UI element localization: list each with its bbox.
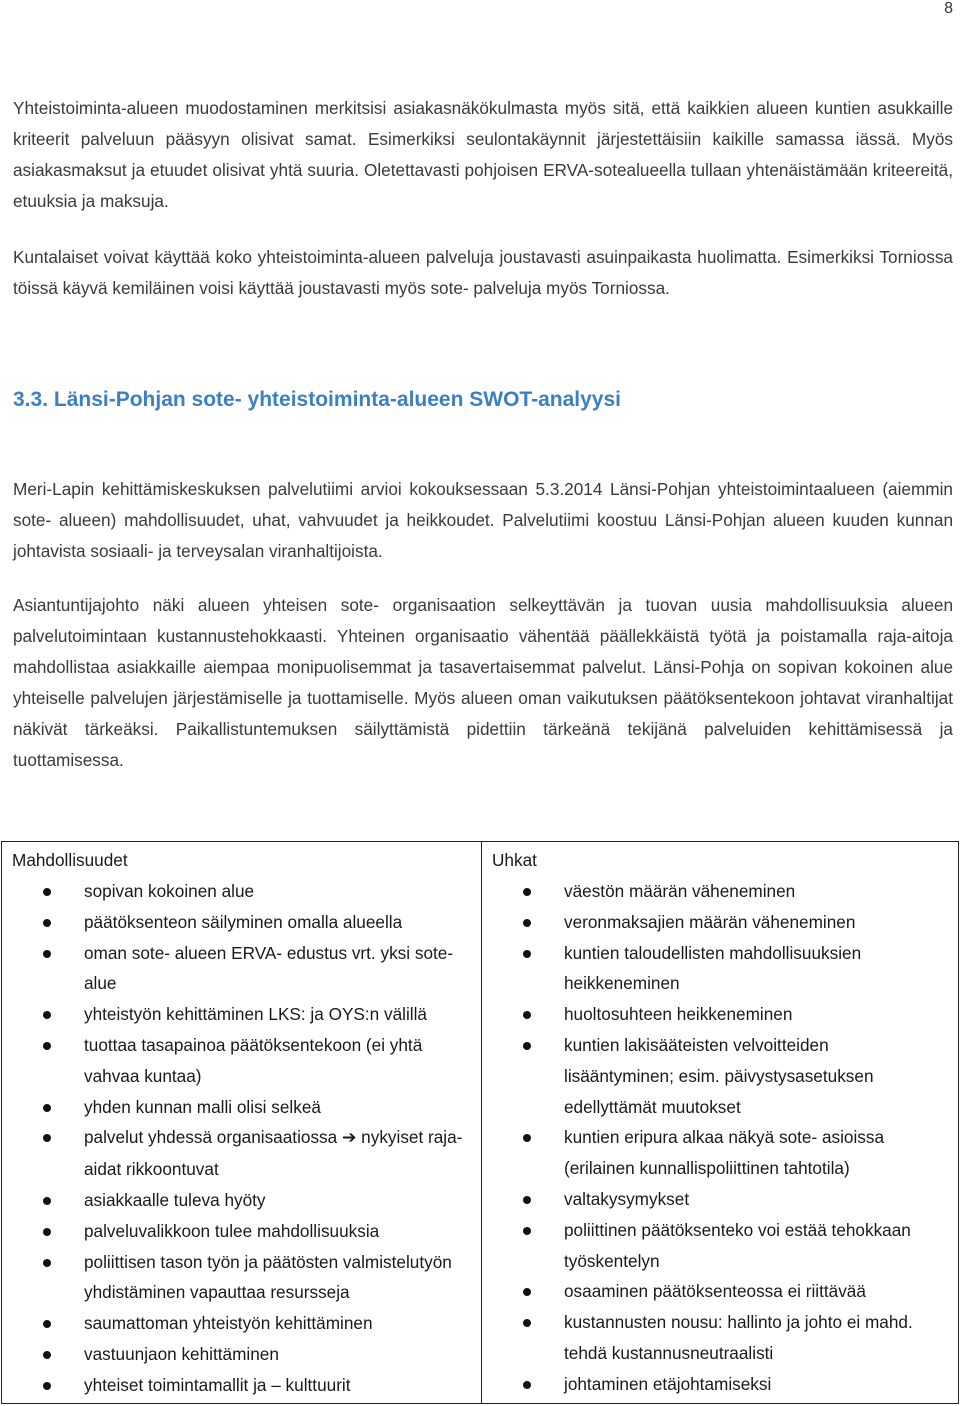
- list-item-text: vastuunjaon kehittäminen: [84, 1343, 279, 1364]
- list-item: [492, 876, 939, 907]
- bullet-icon: [43, 1042, 51, 1050]
- list-item-text: kuntien taloudellisten mahdollisuuksien heikkeneminen: [564, 942, 862, 994]
- bullet-icon: [523, 1381, 531, 1389]
- bullet-icon: [43, 919, 51, 927]
- opportunities-header: Mahdollisuudet: [12, 850, 128, 870]
- list-item: [492, 1215, 939, 1277]
- list-item: [12, 999, 464, 1030]
- list-item-text-after-arrow: nykyiset raja-aidat rikkoontuvat: [84, 1127, 463, 1180]
- section-heading: 3.3. Länsi-Pohjan sote- yhteistoiminta-alueen SWOT-analyysi: [13, 388, 621, 411]
- list-item-text-before-arrow: palvelut yhdessä organisaatiossa: [84, 1127, 342, 1148]
- bullet-icon: [523, 1011, 531, 1019]
- bullet-icon: [43, 1382, 51, 1390]
- list-item-text: valtakysymykset: [564, 1188, 690, 1209]
- list-item: [492, 1030, 939, 1122]
- paragraph-eligibility: Yhteistoiminta-alueen muodostaminen merkitsisi asiakasnäkökulmasta myös sitä, että kaikkien alueen kuntien asukkaille kriteerit palveluun pääsyyn olisivat samat. Esimerkiksi seulontakäynnit järjestettäisiin kaikille samassa iässä. Myös asiakasmaksut ja etuudet olisivat yhtä suuria. Oletettavasti pohjoisen ERVA-sotealueella tullaan yhtenäistämään kriteereitä, etuuksia ja maksuja.: [13, 98, 953, 211]
- list-item: [492, 1276, 939, 1307]
- bullet-icon: [523, 1134, 531, 1142]
- list-item-text: kuntien lakisääteisten velvoitteiden lisääntyminen; esim. päivystysasetuksen edellyttämät muutokset: [564, 1034, 874, 1117]
- bullet-icon: [43, 1351, 51, 1359]
- bullet-icon: [523, 1196, 531, 1204]
- right-arrow-icon: ➔: [341, 1128, 357, 1149]
- opportunities-column: [2, 842, 482, 1403]
- bullet-icon: [43, 950, 51, 958]
- list-item: [12, 938, 464, 1000]
- list-item: [12, 876, 464, 907]
- list-item: [12, 1370, 464, 1401]
- bullet-icon: [43, 1228, 51, 1236]
- list-item: [492, 1184, 939, 1215]
- bullet-icon: [523, 1288, 531, 1296]
- threats-column: [482, 842, 958, 1403]
- bullet-icon: [523, 888, 531, 896]
- list-item: [492, 999, 939, 1030]
- list-item-text: päätöksenteon säilyminen omalla alueella: [84, 911, 403, 932]
- list-item: [12, 1216, 464, 1247]
- list-item-text: yhteiset toimintamallit ja – kulttuurit: [84, 1374, 351, 1395]
- list-item: [492, 907, 939, 938]
- list-item-text: yhteistyön kehittäminen LKS: ja OYS:n välillä: [84, 1004, 427, 1025]
- list-item: [492, 1122, 939, 1184]
- list-item: [492, 938, 939, 1000]
- list-item: [12, 1308, 464, 1339]
- list-item-text: huoltosuhteen heikkeneminen: [564, 1004, 793, 1025]
- list-item-text: poliittisen tason työn ja päätösten valmistelutyön yhdistäminen vapauttaa resursseja: [84, 1251, 452, 1303]
- list-item-text: poliittinen päätöksenteko voi estää tehokkaan työskentelyn: [564, 1219, 911, 1271]
- paragraph-service-team: Meri-Lapin kehittämiskeskuksen palvelutiimi arvioi kokouksessaan 5.3.2014 Länsi-Pohjan yhteistoimintaalueen (aiemmin sote- alueen) mahdollisuudet, uhat, vahvuudet ja heikkoudet. Palvelutiimi koostuu Länsi-Pohjan alueen kuuden kunnan johtavista sosiaali- ja terveysalan viranhaltijoista.: [13, 479, 953, 561]
- list-item-text: yhden kunnan malli olisi selkeä: [84, 1096, 321, 1117]
- paragraph-expert-view: Asiantuntijajohto näki alueen yhteisen sote- organisaation selkeyttävän ja tuovan uusia mahdollisuuksia alueen palvelutoimintaan kustannustehokkaasti. Yhteinen organisaatio vähentää päällekkäistä työtä ja poistamalla raja-aitoja mahdollistaa asiakkaille aiempaa monipuolisemmat ja tasavertaisemmat palvelut. Länsi-Pohja on sopivan kokoinen alue yhteiselle palvelujen järjestämiselle ja tuottamiselle. Myös alueen oman vaikutuksen päätöksentekoon johtavat viranhaltijat näkivät tärkeäksi. Paikallistuntemuksen säilyttämistä pidettiin tärkeänä tekijänä palveluiden kehittämisessä ja tuottamisessa.: [13, 595, 953, 770]
- bullet-icon: [43, 1320, 51, 1328]
- list-item-text: kustannusten nousu: hallinto ja johto ei mahd. tehdä kustannusneutraalisti: [564, 1312, 913, 1363]
- list-item-text: palveluvalikkoon tulee mahdollisuuksia: [84, 1220, 380, 1241]
- paragraph-flexible-services: Kuntalaiset voivat käyttää koko yhteistoiminta-alueen palveluja joustavasti asuinpaikasta huolimatta. Esimerkiksi Torniossa töissä käyvä kemiläinen voisi käyttää joustavasti myös sote- palveluja myös Torniossa.: [13, 247, 953, 298]
- bullet-icon: [43, 1011, 51, 1019]
- list-item-text: sopivan kokoinen alue: [84, 881, 255, 901]
- bullet-icon: [523, 1319, 531, 1327]
- list-item: [12, 1092, 464, 1123]
- list-item-text: oman sote- alueen ERVA- edustus vrt. yksi sote- alue: [84, 942, 454, 994]
- list-item: [12, 1185, 464, 1216]
- list-item-text: osaaminen päätöksenteossa ei riittävää: [564, 1281, 866, 1302]
- list-item: [492, 1369, 939, 1400]
- opportunities-list: [12, 876, 481, 1401]
- list-item-text: asiakkaalle tuleva hyöty: [84, 1189, 266, 1210]
- bullet-icon: [43, 888, 51, 896]
- list-item: [12, 907, 464, 938]
- list-item-text: kuntien eripura alkaa näkyä sote- asioissa (erilainen kunnallispoliittinen tahtotila): [564, 1127, 885, 1179]
- list-item-text: tuottaa tasapainoa päätöksentekoon (ei yhtä vahvaa kuntaa): [84, 1034, 423, 1086]
- list-item: [12, 1122, 464, 1185]
- bullet-icon: [43, 1259, 51, 1267]
- swot-table: [1, 841, 959, 1404]
- bullet-icon: [523, 1227, 531, 1235]
- list-item: [12, 1339, 464, 1370]
- list-item-text: johtaminen etäjohtamiseksi: [564, 1373, 772, 1394]
- threats-header: Uhkat: [492, 850, 537, 870]
- bullet-icon: [43, 1134, 51, 1142]
- list-item: [12, 1030, 464, 1092]
- list-item-text: saumattoman yhteistyön kehittäminen: [84, 1313, 373, 1334]
- list-item: [12, 1247, 464, 1309]
- bullet-icon: [43, 1104, 51, 1112]
- list-item: [492, 1307, 939, 1369]
- threats-list: [492, 876, 958, 1400]
- list-item-text: väestön määrän väheneminen: [564, 881, 796, 901]
- bullet-icon: [43, 1197, 51, 1205]
- bullet-icon: [523, 919, 531, 927]
- list-item-text: veronmaksajien määrän väheneminen: [564, 911, 856, 932]
- page-number: 8: [944, 0, 953, 17]
- bullet-icon: [523, 950, 531, 958]
- bullet-icon: [523, 1042, 531, 1050]
